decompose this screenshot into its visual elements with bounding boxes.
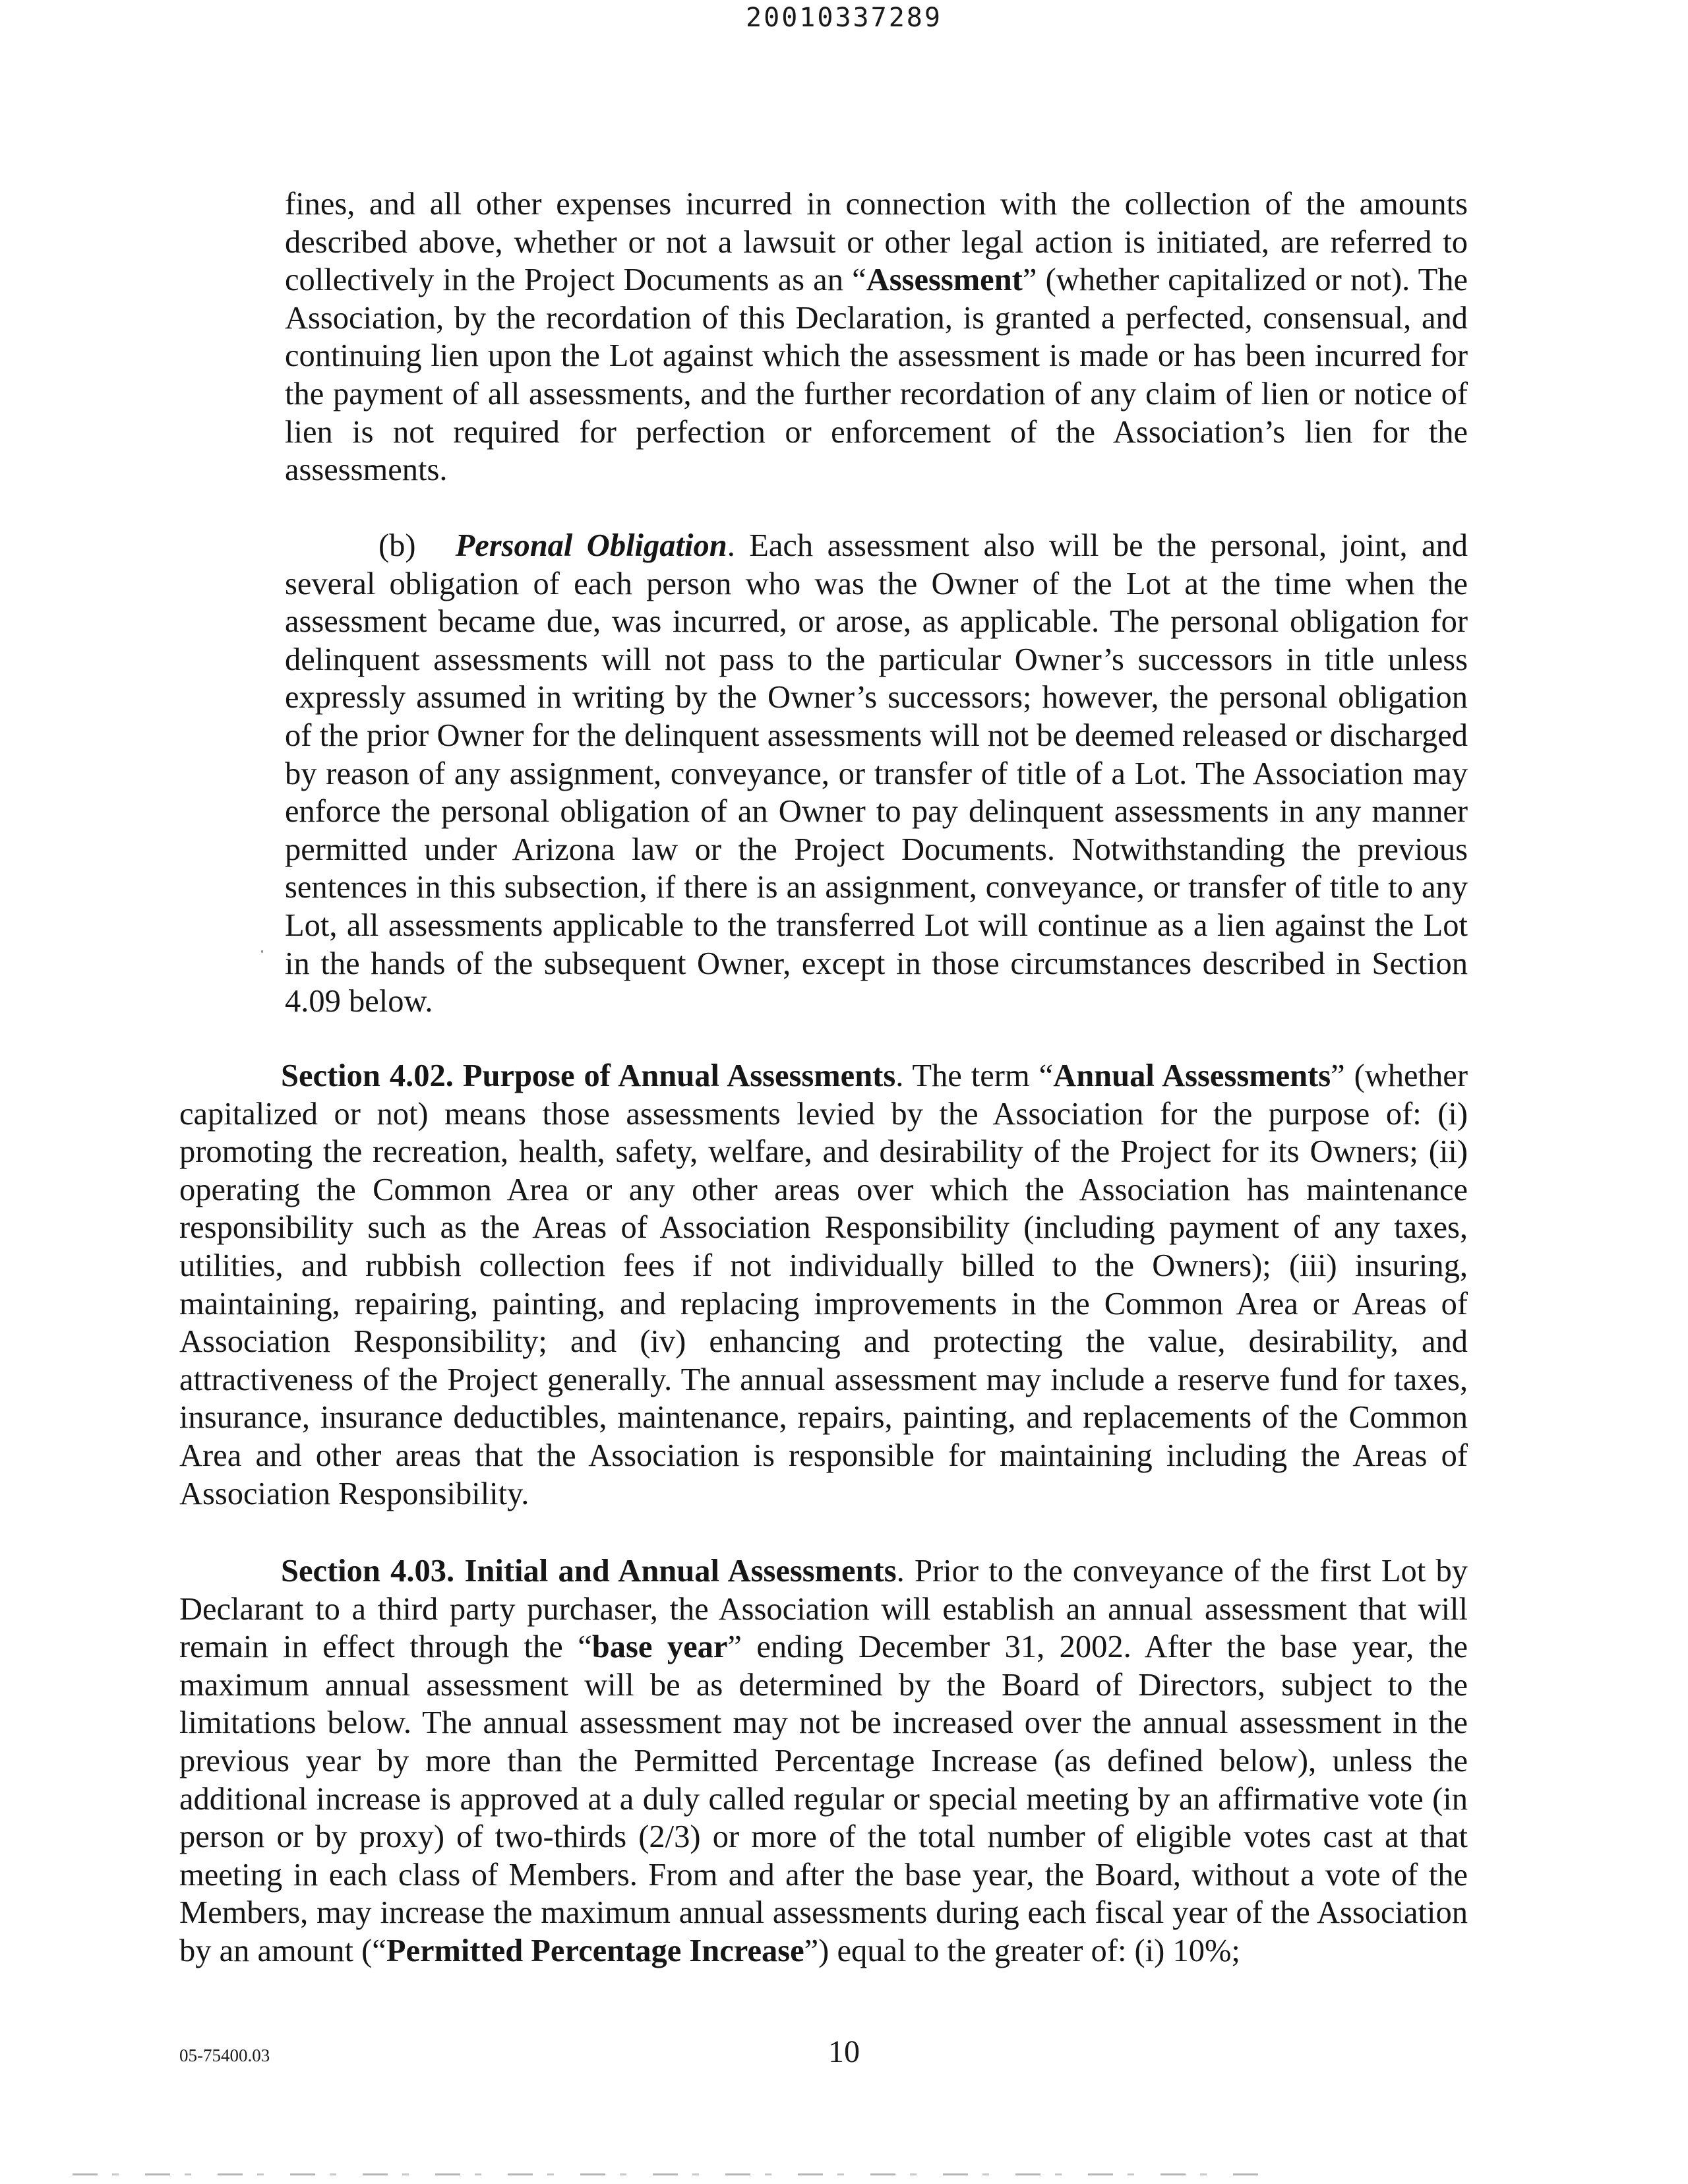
- subsection-marker: (b): [378, 528, 416, 563]
- section-text: . Prior to the conveyance of the first Lot by Declarant to a third party purchaser, the Association will establish an annual assessment that will remain in effect through the “: [179, 1554, 1468, 1665]
- scan-edge-artifact: [73, 2173, 1259, 2175]
- subsection-heading: Personal Obligation: [455, 528, 727, 563]
- defined-term-annual-assessments: Annual Assessments: [1053, 1058, 1331, 1093]
- paragraph-assessment-definition: [285, 185, 1468, 489]
- defined-term-assessment: Assessment: [866, 262, 1023, 298]
- paragraph-text: ” (whether capitalized or not). The Association, by the recordation of this Declaration, is granted a perfected, consensual, and continuing lien upon the Lot against which the assessment is made or has been incurred for the payment of all assessments, and the further recordation of any claim of lien or notice of lien is not required for perfection or enforcement of the Association’s lien for the assessments.: [285, 262, 1468, 488]
- subsection-body: . Each assessment also will be the personal, joint, and several obligation of each person who was the Owner of the Lot at the time when the assessment became due, was incurred, or arose, as applicable. The personal obligation for delinquent assessments will not pass to the particular Owner’s successors in title unless expressly assumed in writing by the Owner’s successors; however, the personal obligation of the prior Owner for the delinquent assessments will not be deemed released or discharged by reason of any assignment, conveyance, or transfer of title of a Lot. The Association may enforce the personal obligation of an Owner to pay delinquent assessments in any manner permitted under Arizona law or the Project Documents. Notwithstanding the previous sentences in this subsection, if there is an assignment, conveyance, or transfer of title to any Lot, all assessments applicable to the transferred Lot will continue as a lien against the Lot in the hands of the subsequent Owner, except in those circumstances described in Section 4.09 below.: [285, 528, 1468, 1019]
- file-reference: 05-75400.03: [179, 2046, 270, 2065]
- scan-speck: [261, 950, 263, 953]
- paragraph-text: fines, and all other expenses incurred in connection with the collection of the amounts described above, whether or not a lawsuit or other legal action is initiated, are referred to collectively in the Project Documents as an “: [285, 187, 1468, 298]
- section-4-03: [179, 1552, 1468, 1970]
- section-heading: Section 4.03. Initial and Annual Assessments: [281, 1554, 897, 1589]
- section-4-02: [179, 1057, 1468, 1513]
- section-text: . The term “: [895, 1058, 1054, 1093]
- section-heading: Section 4.02. Purpose of Annual Assessments: [281, 1058, 896, 1093]
- section-text: ”) equal to the greater of: (i) 10%;: [804, 1933, 1240, 1968]
- subsection-b-personal-obligation: [285, 527, 1468, 1021]
- section-text: ” (whether capitalized or not) means those assessments levied by the Association for the purpose of: (i) promoting the recreation, health, safety, welfare, and desirability of the Project for its Owners; (ii) operating the Common Area or any other areas over which the Association has maintenance responsibility such as the Areas of Association Responsibility (including payment of any taxes, utilities, and rubbish collection fees if not individually billed to the Owners); (iii) insuring, maintaining, repairing, painting, and replacing improvements in the Common Area or Areas of Association Responsibility; and (iv) enhancing and protecting the value, desirability, and attractiveness of the Project generally. The annual assessment may include a reserve fund for taxes, insurance, insurance deductibles, maintenance, repairs, painting, and replacements of the Common Area and other areas that the Association is responsible for maintaining including the Areas of Association Responsibility.: [179, 1058, 1468, 1511]
- page-number: 10: [828, 2034, 860, 2069]
- section-text: ” ending December 31, 2002. After the base year, the maximum annual assessment will be as determined by the Board of Directors, subject to the limitations below. The annual assessment may not be increased over the annual assessment in the previous year by more than the Permitted Percentage Increase (as defined below), unless the additional increase is approved at a duly called regular or special meeting by an affirmative vote (in person or by proxy) of two-thirds (2/3) or more of the total number of eligible votes cast at that meeting in each class of Members. From and after the base year, the Board, without a vote of the Members, may increase the maximum annual assessments during each fiscal year of the Association by an amount (“: [179, 1629, 1468, 1968]
- recording-number: 20010337289: [746, 3, 942, 33]
- defined-term-permitted-percentage-increase: Permitted Percentage Increase: [386, 1933, 804, 1968]
- defined-term-base-year: base year: [591, 1629, 728, 1665]
